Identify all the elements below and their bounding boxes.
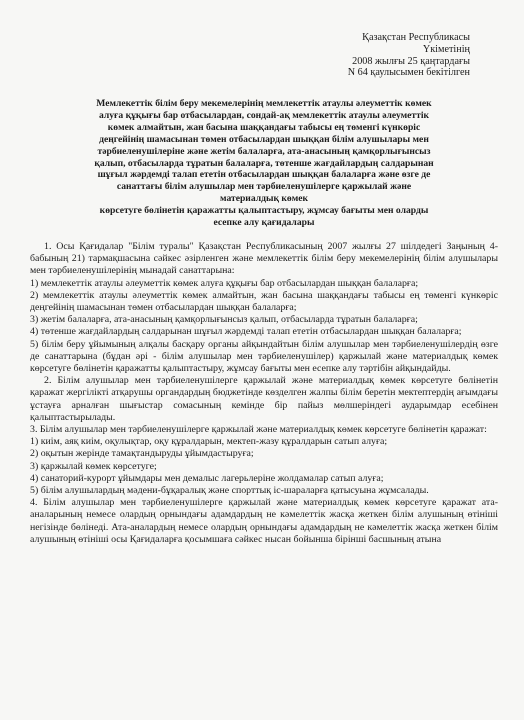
list-item: 3) қаржылай көмек көрсетуге; [30,460,157,472]
list-item: 1) мемлекеттік атаулы әлеуметтік көмек алуға құқығы бар отбасылардан шыққан балаларға; [30,277,419,289]
document-title [30,98,498,229]
title-line: тәрбиеленушілеріне және жетім балаларға, ата-анасының қамқорлығынсыз [97,145,431,157]
paragraph-1: 1. Осы Қағидалар "Білім туралы" Қазақстан Республикасының 2007 жылғы 27 шілдедегі Заңының 4-бабының 21) тармақшасына сәйкес әзірленген және мемлекеттік білім беру мекемелерінің білім алушылары мен тәрбиеленушілерінің мынадай санаттарына: [30,240,498,277]
document-body [30,241,498,546]
paragraph-3: 3. Білім алушылар мен тәрбиеленушілерге қаржылай және материалдық көмек көрсетуге бөлінетін қаражат: [30,424,487,436]
title-line: деңгейінің шамасынан төмен отбасылардан шыққан білім алушылары мен [99,133,429,145]
title-line: есепке алу қағидалары [213,217,315,229]
title-line: көмек алмайтын, жан басына шаққандағы табысы ең төменгі күнкөріс [107,121,421,133]
title-line: қалып, отбасыларда тұратын балаларға, төтенше жағдайлардың салдарынан [94,157,434,169]
list-item: 1) киім, аяқ киім, оқулықтар, оқу құралдарын, мектеп-жазу құралдарын сатып алуға; [30,436,388,448]
list-item: 5) білім алушылардың мәдени-бұқаралық және спорттық іс-шараларға қатысуына жұмсалады. [30,485,429,497]
title-line: алуға құқығы бар отбасылардан, сондай-ақ мемлекеттік атаулы әлеуметтік [98,109,430,121]
paragraph-4: 4. Білім алушылар мен тәрбиеленушілерге қаржылай және материалдық көмек көрсетуге қаражат ата-аналарының немесе олардың орнындағы адамдардың не кәмелеттік жасқа жеткен білім алушының өтініші негізінде бөлінеді. Ата-аналардың немесе олардың орнындағы адамдардың не кәмелеттік жасқа жеткен білім алушының өтініші осы Қағидаларға қосымшаға сәйкес нысан бойынша бірінші басшының атына [30,497,498,545]
list-item: 4) санаторий-курорт ұйымдары мен демалыс лагерьлеріне жолдамалар сатып алуға; [30,472,384,484]
list-item: 2) оқытын жерінде тамақтандыруды ұйымдастыруға; [30,448,254,460]
approval-line: 2008 жылғы 25 қаңтардағы [352,55,470,67]
approval-line: Қазақстан Республикасы [362,32,470,43]
list-item: 3) жетім балаларға, ата-анасының қамқорлығынсыз қалып, отбасыларда тұратын балаларға; [30,314,418,326]
paragraph-2: 2. Білім алушылар мен тәрбиеленушілерге қаржылай және материалдық көмек көрсетуге бөлінетін қаражат жергілікті атқарушы органдардың бюджетінде көзделген жалпы білім беретін мектептердің ағымдағы ұстауға арналған шығыстар сомасының кемінде бір пайыз мөлшеріндегі аударымдар есебінен қалыптастырылады. [30,375,498,423]
title-line: көрсетуге бөлінетін қаражатты қалыптастыру, жұмсау бағыты мен оларды [99,205,429,217]
approval-stamp [302,32,470,79]
approval-line: Үкіметінің [422,43,470,55]
title-line: санаттағы білім алушылар мен тәрбиеленушілерге қаржылай және [116,181,412,193]
list-item: 2) мемлекеттік атаулы әлеуметтік көмек алмайтын, жан басына шаққандағы табысы ең төменгі күнкөріс деңгейінің шамасынан төмен отбасылардан шыққан балаларға; [30,289,498,313]
title-line: Мемлекеттік білім беру мекемелерінің мемлекеттік атаулы әлеуметтік көмек [96,98,432,109]
title-line: шұғыл жәрдемді талап ететін отбасылардан шыққан балаларға және өзге де [97,169,431,181]
list-item: 4) төтенше жағдайлардың салдарынан шұғыл жәрдемді талап ететін отбасылардан шыққан балаларға; [30,326,462,338]
title-line: материалдық көмек [219,193,309,205]
approval-line: N 64 қаулысымен бекітілген [347,67,470,79]
list-item: 5) білім беру ұйымының алқалы басқару органы айқындайтын білім алушылар мен тәрбиеленушілердің өзге де санаттарына (бұдан әрі - білім алушылар мен тәрбиеленушілер) қаржылай және материалдық көмек көрсетуге бөлінетін қаражатты қалыптастыру, жұмсау бағыты мен есепке алу тәртібін айқындайды. [30,338,498,374]
